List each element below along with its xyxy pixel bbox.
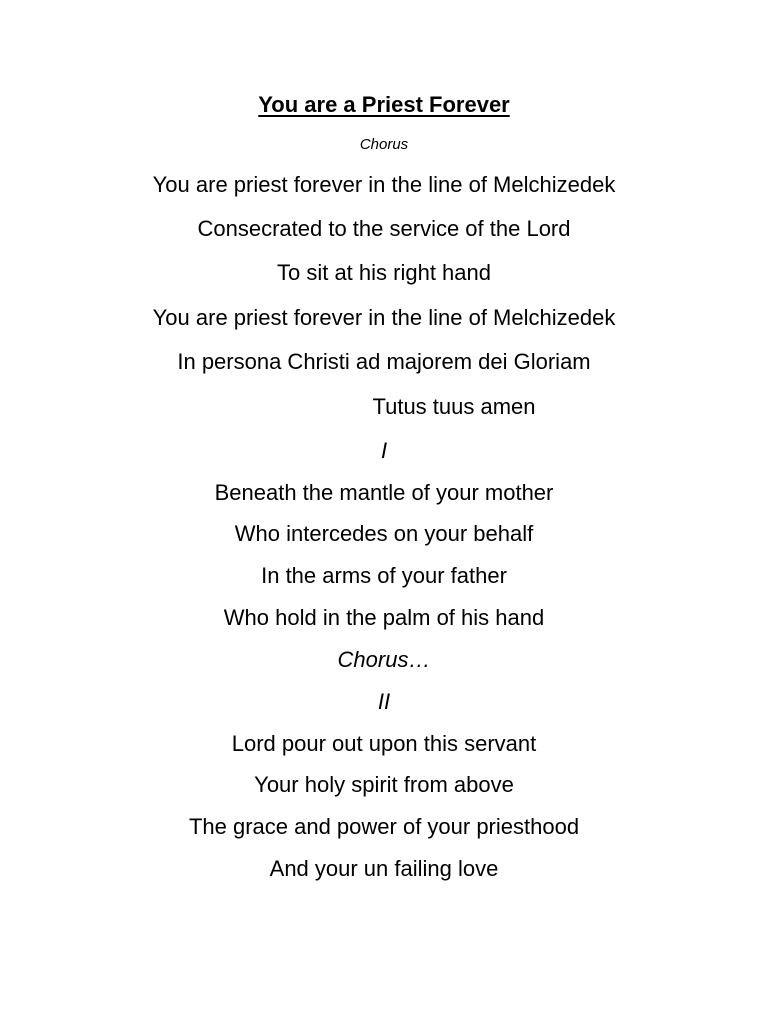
chorus-heading: Chorus — [359, 136, 409, 153]
verse-1-line-1: Beneath the mantle of your mother — [214, 480, 554, 505]
verse-1-line-4: Who hold in the palm of his hand — [223, 605, 545, 630]
chorus-line-6: Tutus tuus amen — [372, 394, 536, 419]
verse-2-label: II — [377, 689, 391, 714]
song-title: You are a Priest Forever — [258, 92, 510, 117]
verse-2-line-2: Your holy spirit from above — [254, 772, 514, 797]
chorus-line-1: You are priest forever in the line of Melchizedek — [152, 172, 616, 197]
chorus-repeat-label: Chorus… — [337, 647, 431, 672]
chorus-line-5: In persona Christi ad majorem dei Gloriam — [177, 349, 591, 374]
verse-2-line-4: And your un failing love — [269, 856, 499, 881]
chorus-line-2: Consecrated to the service of the Lord — [197, 216, 571, 241]
verse-1-line-2: Who intercedes on your behalf — [234, 521, 534, 546]
verse-2-line-3: The grace and power of your priesthood — [188, 814, 580, 839]
chorus-line-3: To sit at his right hand — [276, 260, 491, 285]
verse-1-label: I — [380, 438, 388, 463]
verse-1-line-3: In the arms of your father — [261, 563, 507, 588]
verse-2-line-1: Lord pour out upon this servant — [231, 731, 537, 756]
chorus-line-4: You are priest forever in the line of Melchizedek — [152, 305, 616, 330]
